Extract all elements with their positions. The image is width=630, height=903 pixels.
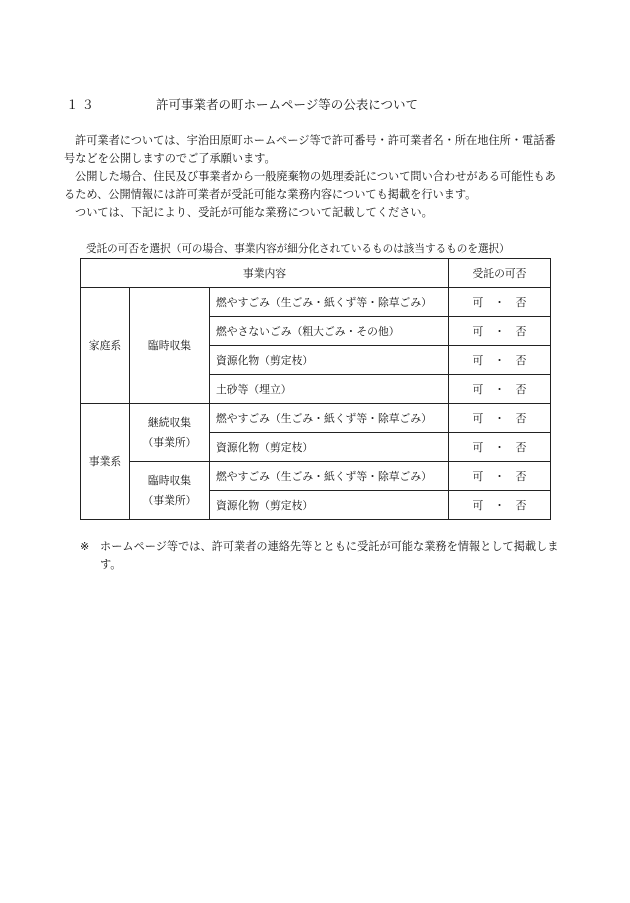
header-business-content: 事業内容 — [81, 259, 449, 288]
category-business: 事業系 — [81, 404, 130, 520]
acceptance-choice[interactable]: 可 ・ 否 — [449, 404, 551, 433]
collection-type-line: （事業所） — [142, 493, 197, 507]
footnote — [80, 538, 570, 574]
footnote-mark: ※ — [80, 540, 90, 553]
acceptance-choice[interactable]: 可 ・ 否 — [449, 491, 551, 520]
category-household: 家庭系 — [81, 288, 130, 404]
table-header-row — [81, 259, 551, 288]
item-burnable: 燃やすごみ（生ごみ・紙くず等・除草ごみ） — [210, 288, 449, 317]
acceptance-choice[interactable]: 可 ・ 否 — [449, 433, 551, 462]
paragraph-instruction: ついては、下記により、受託が可能な業務について記載してください。 — [75, 206, 433, 219]
collection-type-line: （事業所） — [142, 435, 197, 449]
item-burnable: 燃やすごみ（生ごみ・紙くず等・除草ごみ） — [210, 462, 449, 491]
table-row — [81, 288, 551, 317]
acceptance-choice[interactable]: 可 ・ 否 — [449, 346, 551, 375]
item-non-burnable: 燃やさないごみ（粗大ごみ・その他） — [210, 317, 449, 346]
section-number: １３ — [66, 97, 98, 112]
body-text — [64, 132, 562, 222]
footnote-text: ホームページ等では、許可業者の連絡先等とともに受託が可能な業務を情報として掲載します。 — [100, 540, 559, 571]
header-acceptance: 受託の可否 — [449, 259, 551, 288]
acceptance-choice[interactable]: 可 ・ 否 — [449, 288, 551, 317]
acceptance-choice[interactable]: 可 ・ 否 — [449, 462, 551, 491]
acceptance-choice[interactable]: 可 ・ 否 — [449, 317, 551, 346]
item-resource-pruned-branches: 資源化物（剪定枝） — [210, 346, 449, 375]
collection-type-business-continuous — [130, 404, 210, 462]
collection-type-line: 臨時収集 — [147, 338, 192, 352]
item-soil-landfill: 土砂等（埋立） — [210, 375, 449, 404]
item-burnable: 燃やすごみ（生ごみ・紙くず等・除草ごみ） — [210, 404, 449, 433]
collection-type-business-temporary — [130, 462, 210, 520]
table-row — [81, 462, 551, 491]
table-caption: 受託の可否を選択（可の場合、事業内容が細分化されているものは該当するものを選択） — [86, 243, 510, 255]
service-table — [80, 258, 551, 520]
paragraph-publication: 公開した場合、住民及び事業者から一般廃棄物の処理委託について問い合わせがある可能性もあるため、公開情報には許可業者が受託可能な業務内容についても掲載を行います。 — [64, 170, 556, 201]
section-heading — [0, 95, 630, 113]
table-row — [81, 404, 551, 433]
collection-type-line: 臨時収集 — [147, 473, 192, 487]
acceptance-choice[interactable]: 可 ・ 否 — [449, 375, 551, 404]
collection-type-line: 継続収集 — [147, 415, 192, 429]
collection-type-household-temporary — [130, 288, 210, 404]
item-resource-pruned-branches: 資源化物（剪定枝） — [210, 433, 449, 462]
item-resource-pruned-branches: 資源化物（剪定枝） — [210, 491, 449, 520]
section-title: 許可事業者の町ホームページ等の公表について — [156, 97, 419, 112]
paragraph-disclosure: 許可業者については、宇治田原町ホームページ等で許可番号・許可業者名・所在地住所・電話番号などを公開しますのでご了承願います。 — [64, 134, 556, 165]
